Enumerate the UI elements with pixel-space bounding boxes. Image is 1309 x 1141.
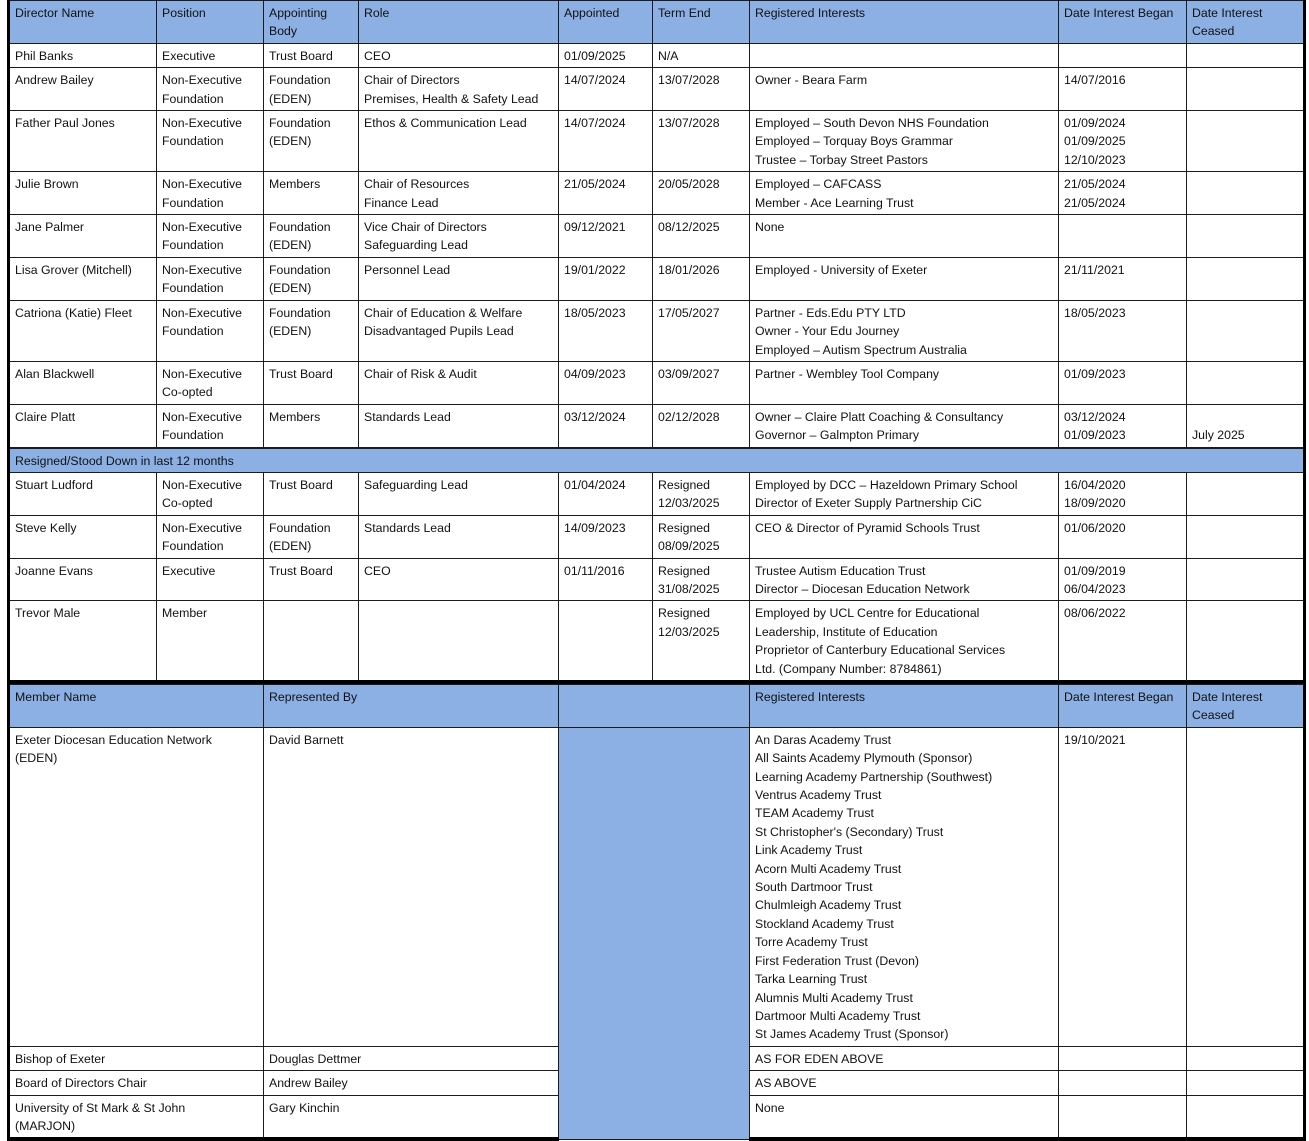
- cell-director-name: Trevor Male: [9, 601, 157, 682]
- directors-table: [7, 0, 1306, 448]
- cell-term-end: 13/07/2028: [653, 68, 750, 111]
- col-header-represented-by: Represented By: [264, 685, 559, 728]
- table-row: [9, 43, 1305, 67]
- col-header-date-interest-began: Date Interest Began: [1059, 1, 1187, 44]
- col-header-role: Role: [359, 1, 559, 44]
- table-row: [9, 601, 1305, 682]
- col-header-member-date-ceased: Date Interest Ceased: [1187, 685, 1305, 728]
- cell-date-ceased: [1187, 257, 1305, 300]
- cell-date-began: 16/04/2020 18/09/2020: [1059, 472, 1187, 515]
- cell-director-name: Andrew Bailey: [9, 68, 157, 111]
- cell-position: Non-Executive Foundation: [157, 404, 264, 447]
- cell-member-name: Bishop of Exeter: [9, 1046, 264, 1070]
- members-header-spacer: [559, 685, 750, 728]
- cell-member-date-began: 19/10/2021: [1059, 727, 1187, 1046]
- cell-date-began: 21/11/2021: [1059, 257, 1187, 300]
- cell-director-name: Claire Platt: [9, 404, 157, 447]
- resigned-banner-label: Resigned/Stood Down in last 12 months: [9, 448, 1305, 472]
- cell-appointed: 01/04/2024: [559, 472, 653, 515]
- col-header-member-registered-interests: Registered Interests: [750, 685, 1059, 728]
- col-header-date-interest-ceased: Date Interest Ceased: [1187, 1, 1305, 44]
- cell-term-end: Resigned 31/08/2025: [653, 558, 750, 601]
- cell-appointing-body: Members: [264, 404, 359, 447]
- cell-term-end: Resigned 12/03/2025: [653, 472, 750, 515]
- cell-director-name: Father Paul Jones: [9, 111, 157, 172]
- cell-registered-interests: Employed - University of Exeter: [750, 257, 1059, 300]
- cell-registered-interests: [750, 43, 1059, 67]
- cell-date-began: 18/05/2023: [1059, 300, 1187, 361]
- cell-date-ceased: [1187, 472, 1305, 515]
- cell-appointed: 03/12/2024: [559, 404, 653, 447]
- cell-appointing-body: [264, 601, 359, 682]
- cell-appointed: 04/09/2023: [559, 361, 653, 404]
- cell-position: Non-Executive Foundation: [157, 300, 264, 361]
- cell-member-date-began: [1059, 1071, 1187, 1095]
- cell-member-date-ceased: [1187, 1095, 1305, 1139]
- cell-position: Non-Executive Foundation: [157, 515, 264, 558]
- cell-appointed: 19/01/2022: [559, 257, 653, 300]
- directors-header-row: [9, 1, 1305, 44]
- cell-term-end: 18/01/2026: [653, 257, 750, 300]
- resigned-table: [7, 448, 1306, 684]
- cell-member-registered-interests: An Daras Academy Trust All Saints Academy Plymouth (Sponsor) Learning Academy Partnership (Southwest) Ventrus Academy Trust TEAM Academy Trust St Christopher's (Secondary) Trust Link Academy Trust Acorn Multi Academy Trust South Dartmoor Trust Chulmleigh Academy Trust Stockland Academy Trust Torre Academy Trust First Federation Trust (Devon) Tarka Learning Trust Alumnis Multi Academy Trust Dartmoor Multi Academy Trust St James Academy Trust (Sponsor): [750, 727, 1059, 1046]
- cell-date-began: 01/09/2024 01/09/2025 12/10/2023: [1059, 111, 1187, 172]
- cell-appointing-body: Foundation (EDEN): [264, 215, 359, 258]
- cell-date-began: 08/06/2022: [1059, 601, 1187, 682]
- col-header-director-name: Director Name: [9, 1, 157, 44]
- cell-appointing-body: Members: [264, 172, 359, 215]
- table-row: [9, 558, 1305, 601]
- cell-represented-by: Gary Kinchin: [264, 1095, 559, 1139]
- cell-member-date-began: [1059, 1095, 1187, 1139]
- cell-date-began: 01/09/2023: [1059, 361, 1187, 404]
- cell-position: Non-Executive Co-opted: [157, 361, 264, 404]
- cell-appointed: 18/05/2023: [559, 300, 653, 361]
- table-row: [9, 361, 1305, 404]
- cell-appointing-body: Trust Board: [264, 558, 359, 601]
- cell-date-ceased: July 2025: [1187, 404, 1305, 447]
- cell-appointing-body: Foundation (EDEN): [264, 111, 359, 172]
- cell-role: Safeguarding Lead: [359, 472, 559, 515]
- cell-date-ceased: [1187, 43, 1305, 67]
- cell-director-name: Joanne Evans: [9, 558, 157, 601]
- cell-date-began: [1059, 43, 1187, 67]
- table-row: [9, 472, 1305, 515]
- cell-member-date-ceased: [1187, 727, 1305, 1046]
- table-row: [9, 111, 1305, 172]
- cell-date-ceased: [1187, 558, 1305, 601]
- cell-role: [359, 601, 559, 682]
- cell-date-ceased: [1187, 172, 1305, 215]
- cell-position: Executive: [157, 558, 264, 601]
- cell-director-name: Lisa Grover (Mitchell): [9, 257, 157, 300]
- cell-director-name: Phil Banks: [9, 43, 157, 67]
- cell-appointing-body: Foundation (EDEN): [264, 515, 359, 558]
- members-spacer-cell: [559, 727, 750, 1139]
- cell-position: Non-Executive Foundation: [157, 215, 264, 258]
- cell-position: Non-Executive Foundation: [157, 111, 264, 172]
- cell-term-end: 13/07/2028: [653, 111, 750, 172]
- cell-date-ceased: [1187, 215, 1305, 258]
- table-row: [9, 257, 1305, 300]
- cell-appointing-body: Foundation (EDEN): [264, 68, 359, 111]
- cell-member-registered-interests: AS ABOVE: [750, 1071, 1059, 1095]
- cell-appointed: 21/05/2024: [559, 172, 653, 215]
- cell-member-name: Board of Directors Chair: [9, 1071, 264, 1095]
- cell-date-ceased: [1187, 515, 1305, 558]
- cell-appointing-body: Foundation (EDEN): [264, 300, 359, 361]
- cell-registered-interests: CEO & Director of Pyramid Schools Trust: [750, 515, 1059, 558]
- cell-role: Standards Lead: [359, 515, 559, 558]
- col-header-member-date-began: Date Interest Began: [1059, 685, 1187, 728]
- cell-appointed: [559, 601, 653, 682]
- cell-role: CEO: [359, 43, 559, 67]
- cell-term-end: 02/12/2028: [653, 404, 750, 447]
- resigned-body: [9, 472, 1305, 682]
- cell-term-end: 08/12/2025: [653, 215, 750, 258]
- cell-director-name: Catriona (Katie) Fleet: [9, 300, 157, 361]
- col-header-appointing-body: Appointing Body: [264, 1, 359, 44]
- resigned-banner-row: [9, 448, 1305, 472]
- cell-director-name: Stuart Ludford: [9, 472, 157, 515]
- cell-appointed: 01/11/2016: [559, 558, 653, 601]
- col-header-member-name: Member Name: [9, 685, 264, 728]
- cell-member-registered-interests: AS FOR EDEN ABOVE: [750, 1046, 1059, 1070]
- table-row: [9, 404, 1305, 447]
- table-row: [9, 515, 1305, 558]
- cell-role: Ethos & Communication Lead: [359, 111, 559, 172]
- cell-represented-by: Andrew Bailey: [264, 1071, 559, 1095]
- col-header-registered-interests: Registered Interests: [750, 1, 1059, 44]
- cell-registered-interests: Partner - Wembley Tool Company: [750, 361, 1059, 404]
- cell-term-end: N/A: [653, 43, 750, 67]
- table-row: [9, 300, 1305, 361]
- members-body: [9, 727, 1305, 1139]
- cell-represented-by: Douglas Dettmer: [264, 1046, 559, 1070]
- cell-date-ceased: [1187, 111, 1305, 172]
- col-header-position: Position: [157, 1, 264, 44]
- cell-role: CEO: [359, 558, 559, 601]
- cell-term-end: 17/05/2027: [653, 300, 750, 361]
- col-header-appointed: Appointed: [559, 1, 653, 44]
- cell-registered-interests: Partner - Eds.Edu PTY LTD Owner - Your Edu Journey Employed – Autism Spectrum Australia: [750, 300, 1059, 361]
- members-table: [7, 684, 1306, 1141]
- cell-appointed: 01/09/2025: [559, 43, 653, 67]
- cell-registered-interests: Employed – CAFCASS Member - Ace Learning Trust: [750, 172, 1059, 215]
- cell-term-end: Resigned 12/03/2025: [653, 601, 750, 682]
- cell-director-name: Alan Blackwell: [9, 361, 157, 404]
- cell-registered-interests: Trustee Autism Education Trust Director – Diocesan Education Network: [750, 558, 1059, 601]
- cell-member-date-ceased: [1187, 1046, 1305, 1070]
- cell-appointed: 14/09/2023: [559, 515, 653, 558]
- cell-role: Chair of Risk & Audit: [359, 361, 559, 404]
- cell-represented-by: David Barnett: [264, 727, 559, 1046]
- cell-date-began: 03/12/2024 01/09/2023: [1059, 404, 1187, 447]
- col-header-term-end: Term End: [653, 1, 750, 44]
- members-header-row: [9, 685, 1305, 728]
- cell-role: Chair of Resources Finance Lead: [359, 172, 559, 215]
- cell-position: Non-Executive Foundation: [157, 172, 264, 215]
- table-row: [9, 215, 1305, 258]
- cell-registered-interests: None: [750, 215, 1059, 258]
- cell-date-began: 14/07/2016: [1059, 68, 1187, 111]
- table-row: [9, 68, 1305, 111]
- cell-appointed: 09/12/2021: [559, 215, 653, 258]
- cell-role: Personnel Lead: [359, 257, 559, 300]
- table-row: [9, 172, 1305, 215]
- cell-appointed: 14/07/2024: [559, 111, 653, 172]
- cell-position: Executive: [157, 43, 264, 67]
- cell-registered-interests: Employed – South Devon NHS Foundation Employed – Torquay Boys Grammar Trustee – Torbay Street Pastors: [750, 111, 1059, 172]
- cell-date-ceased: [1187, 68, 1305, 111]
- cell-date-ceased: [1187, 601, 1305, 682]
- cell-appointing-body: Trust Board: [264, 361, 359, 404]
- cell-appointing-body: Trust Board: [264, 43, 359, 67]
- cell-date-began: 01/09/2019 06/04/2023: [1059, 558, 1187, 601]
- cell-registered-interests: Owner - Beara Farm: [750, 68, 1059, 111]
- cell-member-registered-interests: None: [750, 1095, 1059, 1139]
- cell-position: Non-Executive Foundation: [157, 257, 264, 300]
- cell-date-began: 01/06/2020: [1059, 515, 1187, 558]
- cell-member-date-ceased: [1187, 1071, 1305, 1095]
- cell-appointing-body: Foundation (EDEN): [264, 257, 359, 300]
- cell-term-end: Resigned 08/09/2025: [653, 515, 750, 558]
- cell-director-name: Steve Kelly: [9, 515, 157, 558]
- cell-director-name: Julie Brown: [9, 172, 157, 215]
- cell-registered-interests: Owner – Claire Platt Coaching & Consultancy Governor – Galmpton Primary: [750, 404, 1059, 447]
- cell-member-name: University of St Mark & St John (MARJON): [9, 1095, 264, 1139]
- cell-registered-interests: Employed by UCL Centre for Educational Leadership, Institute of Education Proprietor of Canterbury Educational Services Ltd. (Company Number: 8784861): [750, 601, 1059, 682]
- cell-date-ceased: [1187, 361, 1305, 404]
- cell-date-began: [1059, 215, 1187, 258]
- cell-term-end: 03/09/2027: [653, 361, 750, 404]
- cell-term-end: 20/05/2028: [653, 172, 750, 215]
- cell-position: Member: [157, 601, 264, 682]
- cell-role: Chair of Education & Welfare Disadvantaged Pupils Lead: [359, 300, 559, 361]
- cell-appointed: 14/07/2024: [559, 68, 653, 111]
- table-row: [9, 727, 1305, 1046]
- cell-director-name: Jane Palmer: [9, 215, 157, 258]
- cell-position: Non-Executive Co-opted: [157, 472, 264, 515]
- cell-member-name: Exeter Diocesan Education Network (EDEN): [9, 727, 264, 1046]
- cell-appointing-body: Trust Board: [264, 472, 359, 515]
- cell-date-began: 21/05/2024 21/05/2024: [1059, 172, 1187, 215]
- directors-body: [9, 43, 1305, 447]
- cell-member-date-began: [1059, 1046, 1187, 1070]
- cell-registered-interests: Employed by DCC – Hazeldown Primary School Director of Exeter Supply Partnership CiC: [750, 472, 1059, 515]
- cell-role: Chair of Directors Premises, Health & Safety Lead: [359, 68, 559, 111]
- cell-role: Vice Chair of Directors Safeguarding Lead: [359, 215, 559, 258]
- cell-position: Non-Executive Foundation: [157, 68, 264, 111]
- cell-role: Standards Lead: [359, 404, 559, 447]
- cell-date-ceased: [1187, 300, 1305, 361]
